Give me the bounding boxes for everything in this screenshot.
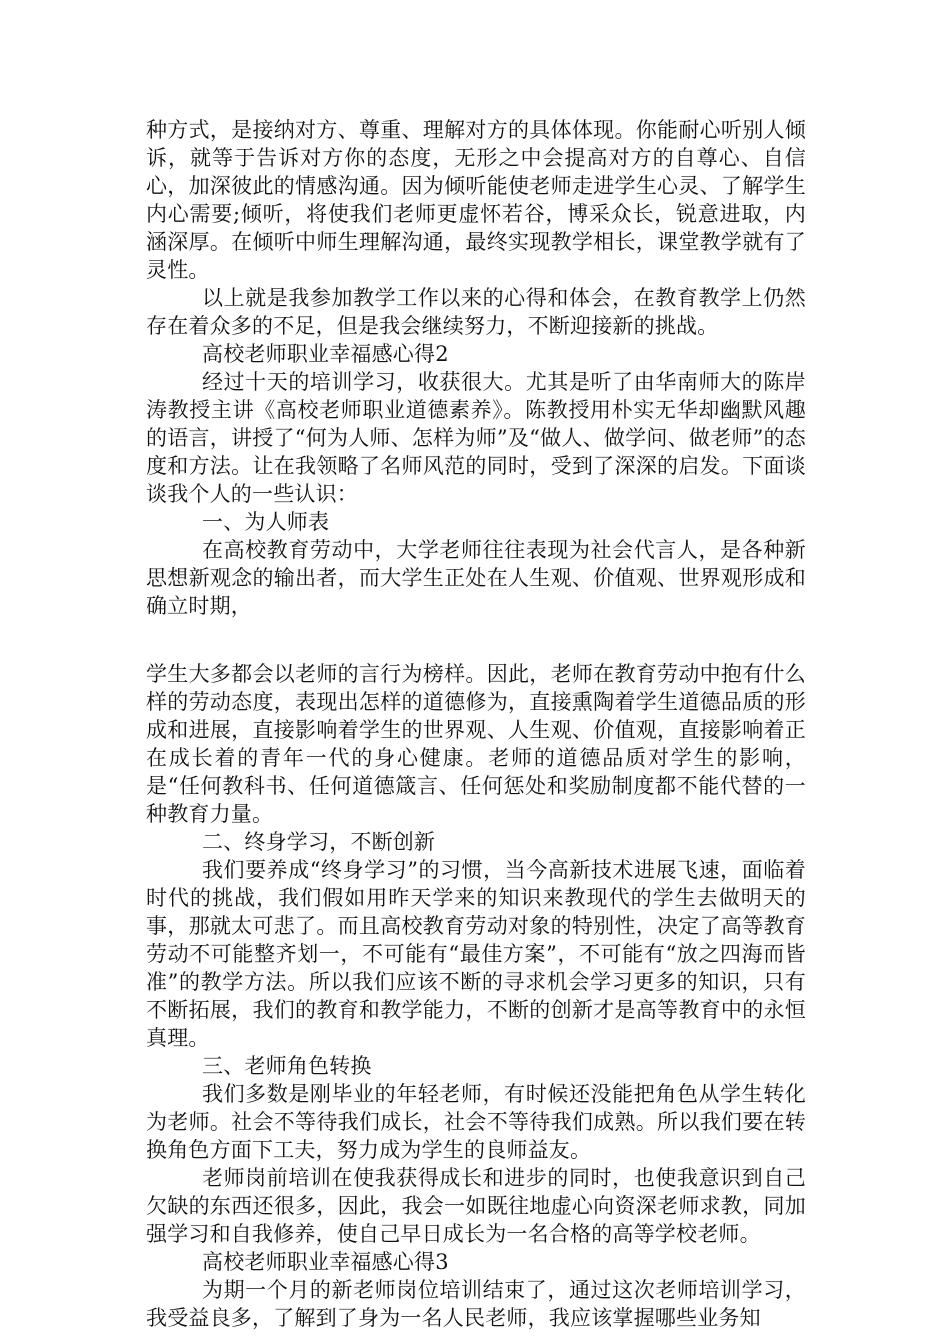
paragraph: 在高校教育劳动中，大学老师往往表现为社会代言人，是各种新思想新观念的输出者，而大学生正处在人生观、价值观、世界观形成和确立时期，: [146, 538, 806, 618]
paragraph: 以上就是我参加教学工作以来的心得和体会，在教育教学上仍然存在着众多的不足，但是我会继续努力，不断迎接新的挑战。: [146, 286, 806, 338]
section-heading: 高校老师职业幸福感心得3: [202, 1250, 449, 1274]
paragraph: 我们多数是刚毕业的年轻老师，有时候还没能把角色从学生转化为老师。社会不等待我们成长，社会不等待我们成熟。所以我们要在转换角色方面下工夫，努力成为学生的良师益友。: [146, 1082, 806, 1162]
subsection-heading: 一、为人师表: [202, 510, 330, 534]
section-heading: 高校老师职业幸福感心得2: [202, 342, 449, 366]
paragraph: 为期一个月的新老师岗位培训结束了，通过这次老师培训学习，我受益良多，了解到了身为一名人民老师，我应该掌握哪些业务知: [146, 1278, 806, 1330]
subsection-heading: 三、老师角色转换: [202, 1054, 372, 1078]
document-body: [146, 116, 806, 1332]
paragraph: 种方式，是接纳对方、尊重、理解对方的具体体现。你能耐心听别人倾诉，就等于告诉对方你的态度，无形之中会提高对方的自尊心、自信心，加深彼此的情感沟通。因为倾听能使老师走进学生心灵、了解学生内心需要;倾听，将使我们老师更虚怀若谷，博采众长，锐意进取，内涵深厚。在倾听中师生理解沟通，最终实现教学相长，课堂教学就有了灵性。: [146, 118, 806, 282]
subsection-heading: 二、终身学习，不断创新: [202, 830, 436, 854]
paragraph: 我们要养成“终身学习”的习惯，当今高新技术进展飞速，面临着时代的挑战，我们假如用昨天学来的知识来教现代的学生去做明天的事，那就太可悲了。而且高校教育劳动对象的特别性，决定了高等教育劳动不可能整齐划一，不可能有“最佳方案”，不可能有“放之四海而皆准”的教学方法。所以我们应该不断的寻求机会学习更多的知识，只有不断拓展，我们的教育和教学能力，不断的创新才是高等教育中的永恒真理。: [146, 858, 806, 1050]
paragraph-gap: [146, 620, 806, 660]
paragraph: 老师岗前培训在使我获得成长和进步的同时，也使我意识到自己欠缺的东西还很多，因此，我会一如既往地虚心向资深老师求教，同加强学习和自我修养，使自己早日成长为一名合格的高等学校老师。: [146, 1166, 806, 1246]
paragraph: 学生大多都会以老师的言行为榜样。因此，老师在教育劳动中抱有什么样的劳动态度，表现出怎样的道德修为，直接熏陶着学生道德品质的形成和进展，直接影响着学生的世界观、人生观、价值观，直接影响着正在成长着的青年一代的身心健康。老师的道德品质对学生的影响，是“任何教科书、任何道德箴言、任何惩处和奖励制度都不能代替的一种教育力量。: [146, 662, 806, 826]
paragraph: 经过十天的培训学习，收获很大。尤其是听了由华南师大的陈岸涛教授主讲《高校老师职业道德素养》。陈教授用朴实无华却幽默风趣的语言，讲授了“何为人师、怎样为师”及“做人、做学问、做老师”的态度和方法。让在我领略了名师风范的同时，受到了深深的启发。下面谈谈我个人的一些认识：: [146, 370, 806, 506]
